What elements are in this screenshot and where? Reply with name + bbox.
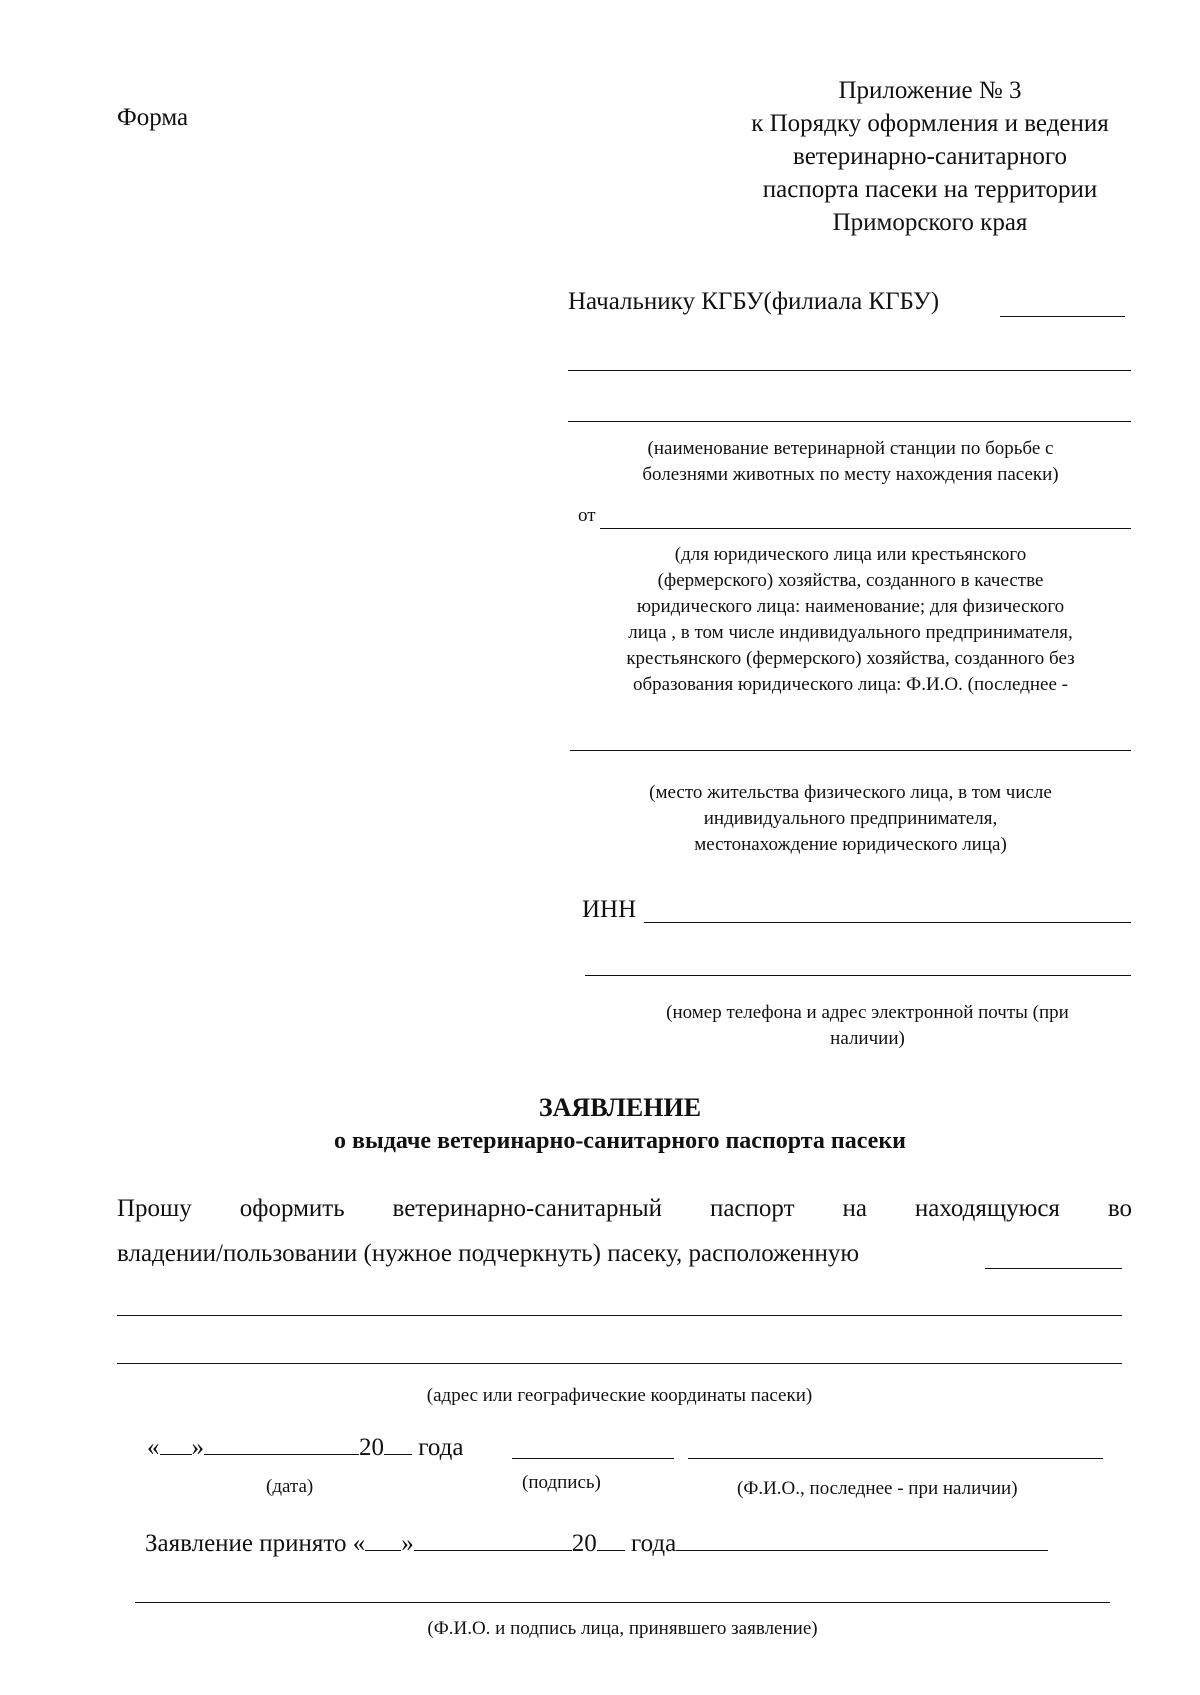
quote-close: »	[191, 1434, 204, 1461]
fio-note: (Ф.И.О., последнее - при наличии)	[737, 1478, 1018, 1499]
from-label: от	[578, 505, 596, 526]
note-line: болезнями животных по месту нахождения пасеки)	[642, 464, 1059, 485]
location-field-line[interactable]	[117, 1363, 1122, 1364]
contact-note	[600, 1000, 1135, 1052]
body-text-line-1: Прошу оформить ветеринарно-санитарный паспорт на находящуюся во	[117, 1195, 1132, 1222]
addressee-field[interactable]	[1000, 316, 1125, 317]
note-line: юридического лица: наименование; для физического	[636, 596, 1065, 617]
year-prefix: 20	[359, 1434, 384, 1461]
accepted-year-field[interactable]	[597, 1528, 625, 1551]
body-text-line-2: владении/пользовании (нужное подчеркнуть) пасеку, расположенную	[117, 1240, 860, 1267]
note-line: (фермерского) хозяйства, созданного в качестве	[657, 570, 1044, 591]
appendix-block	[690, 74, 1170, 239]
fio-field[interactable]	[688, 1458, 1103, 1459]
document-title: ЗАЯВЛЕНИЕ	[538, 1093, 702, 1122]
addressee-field-line[interactable]	[568, 370, 1131, 371]
document-subtitle: о выдаче ветеринарно-санитарного паспорта пасеки	[334, 1128, 906, 1154]
addressee-field-line[interactable]	[568, 421, 1131, 422]
month-field[interactable]	[204, 1432, 359, 1455]
accepted-label: Заявление принято «	[145, 1530, 366, 1557]
note-line: индивидуального предпринимателя,	[703, 808, 998, 829]
accepted-note: (Ф.И.О. и подпись лица, принявшего заявление)	[427, 1618, 818, 1639]
appendix-line: паспорта пасеки на территории	[762, 176, 1098, 203]
note-line: (номер телефона и адрес электронной почты (при	[666, 1002, 1069, 1023]
note-line: (место жительства физического лица, в том числе	[649, 782, 1052, 803]
signature-field[interactable]	[512, 1458, 674, 1459]
inn-field[interactable]	[644, 922, 1131, 923]
note-line: крестьянского (фермерского) хозяйства, созданного без	[626, 648, 1075, 669]
station-note	[568, 436, 1133, 488]
note-line: образования юридического лица: Ф.И.О. (последнее -	[633, 674, 1068, 695]
date-row	[147, 1432, 463, 1462]
note-line: местонахождение юридического лица)	[694, 834, 1007, 855]
form-label: Форма	[117, 104, 189, 131]
signature-note: (подпись)	[522, 1472, 601, 1493]
accepted-year-word: года	[631, 1530, 677, 1557]
contact-field[interactable]	[585, 975, 1131, 976]
accepted-year-prefix: 20	[571, 1530, 597, 1557]
appendix-line: ветеринарно-санитарного	[793, 143, 1067, 170]
accepted-month-field[interactable]	[414, 1528, 572, 1551]
accepted-day-field[interactable]	[365, 1528, 401, 1551]
accepted-name-field[interactable]	[676, 1528, 1048, 1551]
address-note: (адрес или географические координаты пасеки)	[426, 1385, 813, 1406]
accepted-row	[145, 1528, 1048, 1558]
year-word: года	[418, 1434, 464, 1461]
applicant-field[interactable]	[600, 528, 1131, 529]
residence-field[interactable]	[570, 750, 1131, 751]
location-field[interactable]	[985, 1268, 1122, 1269]
appendix-line: Приложение № 3	[838, 77, 1022, 104]
note-line: лица , в том числе индивидуального предпринимателя,	[628, 622, 1073, 643]
day-field[interactable]	[160, 1432, 192, 1455]
note-line: (для юридического лица или крестьянского	[674, 544, 1027, 565]
note-line: наличии)	[830, 1028, 905, 1049]
applicant-note	[568, 542, 1133, 698]
residence-note	[568, 780, 1133, 858]
acceptor-field[interactable]	[135, 1602, 1110, 1603]
appendix-line: Приморского края	[832, 209, 1028, 236]
quote-close: »	[401, 1530, 414, 1557]
location-field-line[interactable]	[117, 1315, 1122, 1316]
note-line: (наименование ветеринарной станции по борьбе с	[647, 438, 1054, 459]
year-field[interactable]	[384, 1432, 412, 1455]
appendix-line: к Порядку оформления и ведения	[751, 110, 1109, 137]
inn-label: ИНН	[582, 896, 637, 923]
quote-open: «	[147, 1434, 160, 1461]
addressee-label: Начальнику КГБУ(филиала КГБУ)	[568, 288, 940, 315]
date-note: (дата)	[266, 1476, 314, 1497]
